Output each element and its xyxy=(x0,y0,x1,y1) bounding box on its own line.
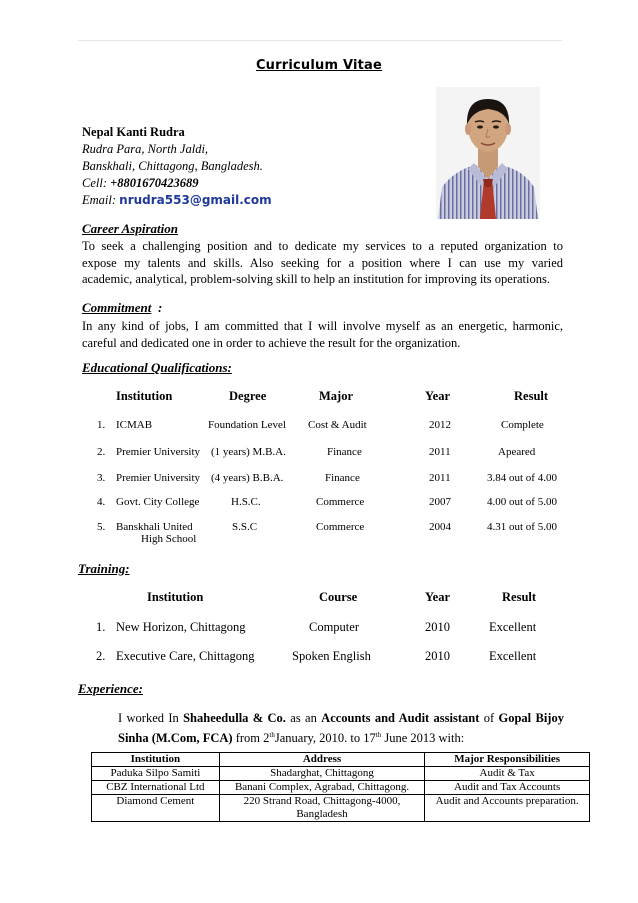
commitment-paragraph xyxy=(82,318,563,351)
exp-th-address: Address xyxy=(219,753,425,767)
address-line-1: Rudra Para, North Jaldi, xyxy=(82,142,209,156)
training-institution: Executive Care, Chittagong xyxy=(116,649,255,663)
edu-institution: Govt. City College xyxy=(116,496,200,508)
phone-label: Cell: xyxy=(82,176,111,190)
phone-line xyxy=(82,175,272,192)
training-header-result: Result xyxy=(502,590,537,604)
top-divider xyxy=(78,40,562,41)
edu-degree: (1 years) M.B.A. xyxy=(211,446,286,458)
edu-institution: Banskhali United xyxy=(116,521,193,533)
edu-major: Cost & Audit xyxy=(308,419,367,431)
edu-row-number: 3. xyxy=(97,472,106,484)
exp-text: of xyxy=(479,711,499,725)
exp-role: Accounts and Audit assistant xyxy=(321,711,480,725)
exp-address: Banani Complex, Agrabad, Chittagong. xyxy=(219,781,425,795)
training-header-course: Course xyxy=(319,590,358,604)
exp-sup: th xyxy=(269,731,275,739)
experience-paragraph xyxy=(118,710,564,747)
table-row xyxy=(92,781,590,795)
commitment-colon: : xyxy=(158,300,163,315)
exp-responsibility: Audit and Tax Accounts xyxy=(425,781,590,795)
training-course: Computer xyxy=(309,620,359,634)
document-title: Curriculum Vitae xyxy=(255,58,383,73)
exp-address-cell xyxy=(219,795,425,822)
edu-header-degree: Degree xyxy=(229,389,267,403)
edu-result: 3.84 out of 4.00 xyxy=(487,472,557,484)
commitment-line: careful and dedicated one in order to achieve the result for the organization. xyxy=(82,335,461,350)
edu-result: Apeared xyxy=(498,446,536,458)
edu-major: Commerce xyxy=(316,521,365,533)
commitment-heading-text: Commitment xyxy=(82,300,152,315)
edu-major: Finance xyxy=(325,472,360,484)
training-course: Spoken English xyxy=(292,649,371,663)
experience-table-header xyxy=(92,753,590,767)
edu-header-year: Year xyxy=(425,389,450,403)
edu-year: 2004 xyxy=(429,521,451,533)
edu-row-number: 1. xyxy=(97,419,106,431)
edu-result: 4.31 out of 5.00 xyxy=(487,521,557,533)
exp-institution: Diamond Cement xyxy=(92,795,220,822)
exp-address: 220 Strand Road, Chittagong-4000, xyxy=(243,795,401,807)
career-line: expose my talents and skills. Also seeking for a position where I can use my varied xyxy=(82,255,563,270)
edu-year: 2011 xyxy=(429,446,451,458)
exp-person: Gopal Bijoy xyxy=(498,711,564,725)
edu-degree: Foundation Level xyxy=(208,419,286,431)
edu-institution: Premier University xyxy=(116,446,201,458)
edu-degree: S.S.C xyxy=(232,521,258,533)
profile-photo xyxy=(436,87,540,219)
edu-row-number: 2. xyxy=(97,446,106,458)
exp-institution: CBZ International Ltd xyxy=(92,781,220,795)
career-heading: Career Aspiration xyxy=(82,221,178,236)
edu-year: 2012 xyxy=(429,419,451,431)
exp-text: from 2 xyxy=(232,731,270,746)
edu-degree: (4 years) B.B.A. xyxy=(211,472,284,484)
edu-year: 2007 xyxy=(429,496,451,508)
table-row xyxy=(92,795,590,822)
training-row-number: 2. xyxy=(96,649,106,663)
exp-responsibility: Audit and Accounts preparation. xyxy=(425,795,590,822)
exp-text: I worked In xyxy=(118,711,184,725)
exp-text: June 2013 with: xyxy=(381,731,465,746)
career-paragraph xyxy=(82,238,563,288)
edu-header-result: Result xyxy=(514,389,549,403)
edu-result: Complete xyxy=(501,419,544,431)
training-row-number: 1. xyxy=(96,620,106,634)
edu-row-number: 4. xyxy=(97,496,106,508)
training-heading: Training: xyxy=(78,561,130,576)
edu-row-number: 5. xyxy=(97,521,106,533)
exp-th-responsibilities: Major Responsibilities xyxy=(425,753,590,767)
commitment-line: In any kind of jobs, I am committed that I will involve myself as an energetic, harmonic, xyxy=(82,319,563,333)
edu-degree: H.S.C. xyxy=(231,496,261,508)
edu-header-major: Major xyxy=(319,389,354,403)
exp-text: as an xyxy=(285,711,322,725)
training-institution: New Horizon, Chittagong xyxy=(116,620,246,634)
phone-number: +8801670423689 xyxy=(110,176,199,190)
training-header-institution: Institution xyxy=(147,590,204,604)
experience-line-1 xyxy=(118,710,564,727)
address-line-2: Banskhali, Chittagong, Bangladesh. xyxy=(82,159,263,173)
exp-person-2: Sinha (M.Com, FCA) xyxy=(118,731,233,746)
edu-institution: ICMAB xyxy=(116,419,153,431)
edu-major: Commerce xyxy=(316,496,365,508)
exp-company: Shaheedulla & Co. xyxy=(183,711,286,725)
exp-th-institution: Institution xyxy=(92,753,220,767)
edu-header-institution: Institution xyxy=(116,389,173,403)
email-label: Email: xyxy=(82,193,120,207)
exp-sup: th xyxy=(375,731,382,739)
commitment-heading xyxy=(82,300,151,316)
exp-responsibility: Audit & Tax xyxy=(425,767,590,781)
training-header-year: Year xyxy=(425,590,450,604)
edu-result: 4.00 out of 5.00 xyxy=(487,496,557,508)
education-heading: Educational Qualifications: xyxy=(82,360,232,375)
exp-address: Shadarghat, Chittagong xyxy=(219,767,425,781)
training-year: 2010 xyxy=(425,620,450,634)
experience-table xyxy=(91,752,590,822)
candidate-name: Nepal Kanti Rudra xyxy=(82,125,185,139)
edu-institution: Premier University xyxy=(116,472,201,484)
contact-info xyxy=(82,124,272,209)
email-link[interactable]: nrudra553@gmail.com xyxy=(119,193,272,207)
career-line: To seek a challenging position and to dedicate my services to a reputed organization to xyxy=(82,239,563,253)
exp-text: January, 2010. to 17 xyxy=(274,731,376,746)
edu-major: Finance xyxy=(327,446,362,458)
table-row xyxy=(92,767,590,781)
experience-heading: Experience: xyxy=(78,681,143,696)
exp-address-line-2: Bangladesh xyxy=(296,808,348,820)
email-line xyxy=(82,192,272,209)
experience-line-2 xyxy=(118,727,564,747)
edu-year: 2011 xyxy=(429,472,451,484)
edu-institution-line-2: High School xyxy=(141,533,197,545)
exp-institution: Paduka Silpo Samiti xyxy=(92,767,220,781)
training-year: 2010 xyxy=(425,649,450,663)
career-line: academic, analytical, problem-solving skill to help an institution for improving its operations. xyxy=(82,272,550,286)
training-result: Excellent xyxy=(489,649,537,663)
training-result: Excellent xyxy=(489,620,537,634)
